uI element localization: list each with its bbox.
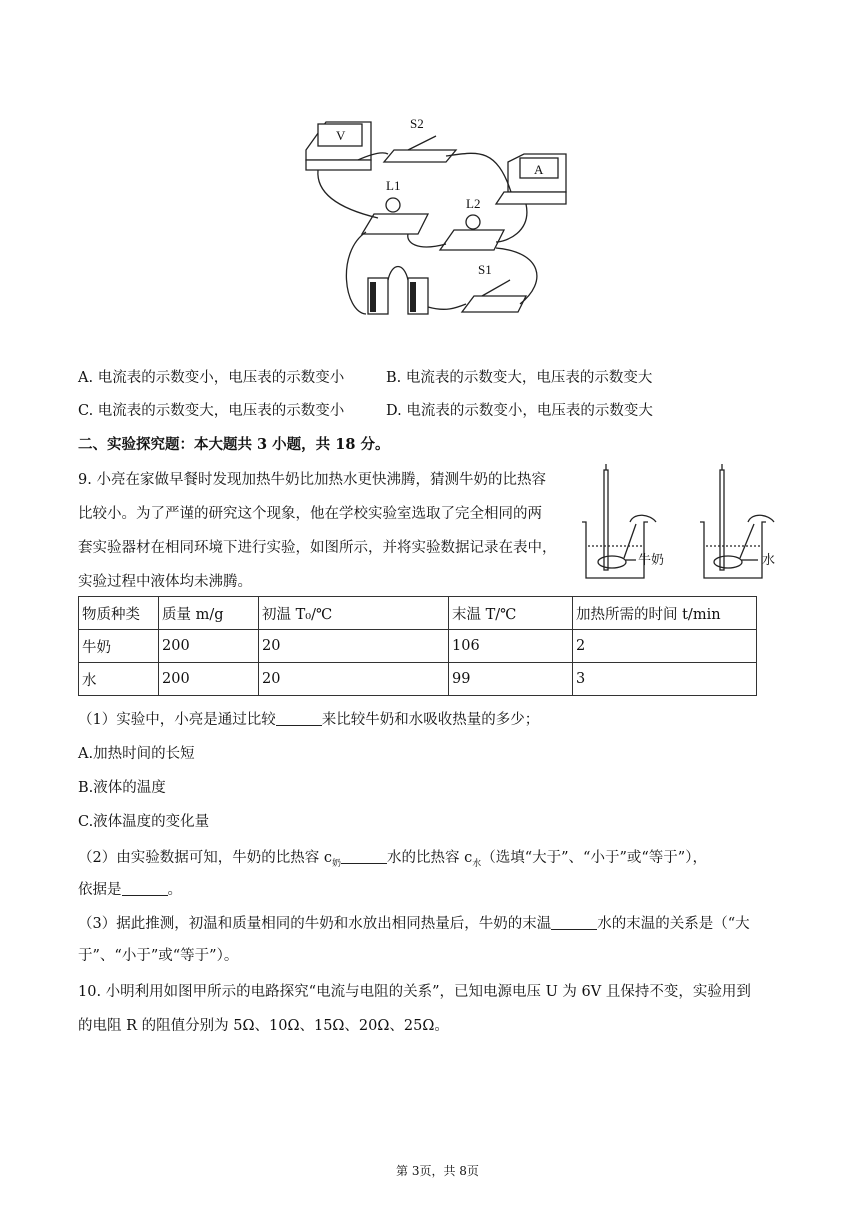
q9-sub1 xyxy=(78,708,539,729)
option-c: C. 电流表的示数变大，电压表的示数变小 xyxy=(78,403,345,419)
q9-sub1-after: 来比较牛奶和水吸收热量的多少； xyxy=(321,712,540,728)
choice-a: A.加热时间的长短 xyxy=(78,746,195,762)
beaker-figure xyxy=(578,462,790,588)
table-header: 质量 m/g xyxy=(159,597,259,630)
q9-stem-line-2: 比较小。为了严谨的研究这个现象，他在学校实验室选取了完全相同的两 xyxy=(78,506,542,522)
q9-sub1-before: （1）实验中，小亮是通过比较 xyxy=(78,712,276,728)
voltmeter-label: V xyxy=(336,128,346,143)
table-cell: 3 xyxy=(573,663,757,696)
q9-sub2-text: （2）由实验数据可知，牛奶的比热容 c xyxy=(78,850,332,866)
q9-sub2-line-1 xyxy=(78,846,707,869)
table-cell: 200 xyxy=(159,663,259,696)
subscript-water: 水 xyxy=(472,858,482,869)
answer-blank xyxy=(341,862,387,864)
table-header: 物质种类 xyxy=(79,597,159,630)
lamp-l2-label: L2 xyxy=(466,196,481,211)
data-table xyxy=(78,596,757,696)
table-cell: 20 xyxy=(259,630,449,663)
table-cell: 牛奶 xyxy=(79,630,159,663)
table-cell: 水 xyxy=(79,663,159,696)
table-header: 加热所需的时间 t/min xyxy=(573,597,757,630)
choice-b: B.液体的温度 xyxy=(78,780,166,796)
q9-stem-line-4: 实验过程中液体均未沸腾。 xyxy=(78,574,252,590)
q9-sub2-text: 水的比热容 c xyxy=(386,850,473,866)
table-cell: 106 xyxy=(449,630,573,663)
q9-sub3-text: （3）据此推测，初温和质量相同的牛奶和水放出相同热量后，牛奶的末温 xyxy=(78,916,552,932)
subscript-milk: 奶 xyxy=(331,858,341,869)
table-row xyxy=(79,663,757,696)
section-heading: 二、实验探究题：本大题共 3 小题，共 18 分。 xyxy=(78,436,390,453)
table-header: 初温 T₀/℃ xyxy=(259,597,449,630)
table-cell: 99 xyxy=(449,663,573,696)
option-b: B. 电流表的示数变大，电压表的示数变大 xyxy=(386,370,653,386)
q9-sub3-line-1 xyxy=(78,912,750,933)
table-cell: 2 xyxy=(573,630,757,663)
q10-line-1: 10. 小明利用如图甲所示的电路探究“电流与电阻的关系”，已知电源电压 U 为 6V 且保持不变，实验用到 xyxy=(78,984,751,1000)
answer-blank xyxy=(122,894,168,896)
q9-sub2-text: 依据是 xyxy=(78,882,122,898)
q9-sub2-text: （选填“大于”、“小于”或“等于”）， xyxy=(481,850,707,866)
lamp-l1-label: L1 xyxy=(386,178,401,193)
q9-sub2-line-2 xyxy=(78,878,182,899)
table-row xyxy=(79,630,757,663)
water-label: 水 xyxy=(762,552,776,567)
choice-c: C.液体温度的变化量 xyxy=(78,814,210,830)
q9-sub2-text: 。 xyxy=(167,882,182,898)
table-cell: 20 xyxy=(259,663,449,696)
q9-stem-line-3: 套实验器材在相同环境下进行实验，如图所示，并将实验数据记录在表中， xyxy=(78,540,557,556)
answer-blank xyxy=(276,724,322,726)
milk-label: 牛奶 xyxy=(638,552,665,567)
q9-stem-line-1: 9. 小亮在家做早餐时发现加热牛奶比加热水更快沸腾，猜测牛奶的比热容 xyxy=(78,472,546,488)
page-footer: 第 3页，共 8页 xyxy=(396,1164,479,1178)
ammeter-label: A xyxy=(534,162,544,177)
circuit-diagram xyxy=(296,112,576,327)
table-cell: 200 xyxy=(159,630,259,663)
switch-s2-label: S2 xyxy=(410,116,424,131)
switch-s1-label: S1 xyxy=(478,262,492,277)
q9-sub3-line-2: 于”、“小于”或“等于”）。 xyxy=(78,948,239,964)
option-d: D. 电流表的示数变小，电压表的示数变大 xyxy=(386,403,653,419)
table-header: 末温 T/℃ xyxy=(449,597,573,630)
table-header-row xyxy=(79,597,757,630)
answer-blank xyxy=(551,928,597,930)
q9-sub3-text: 水的末温的关系是（“大 xyxy=(597,916,750,932)
q10-line-2: 的电阻 R 的阻值分别为 5Ω、10Ω、15Ω、20Ω、25Ω。 xyxy=(78,1018,449,1034)
option-a: A. 电流表的示数变小，电压表的示数变小 xyxy=(78,370,345,386)
